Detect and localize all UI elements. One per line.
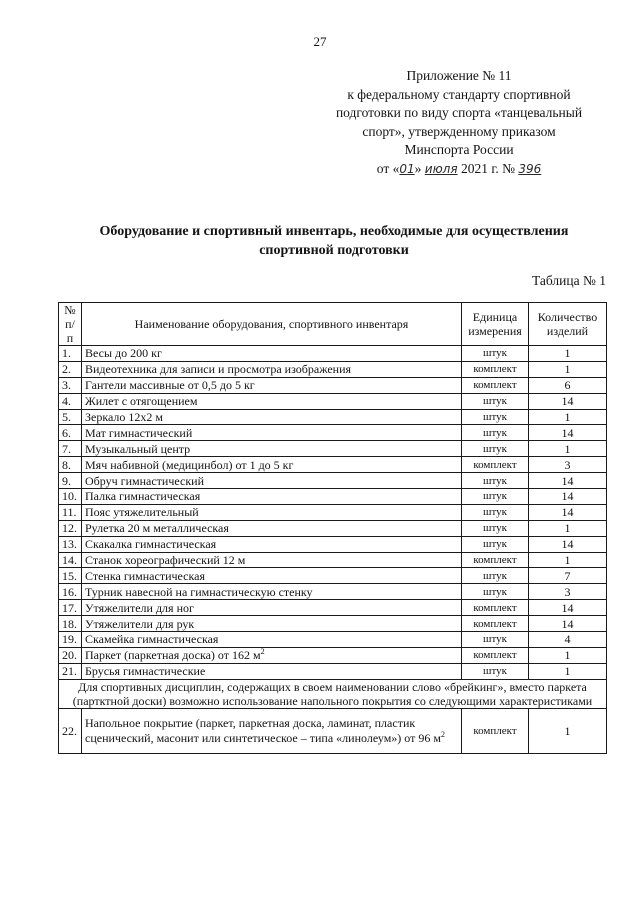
cell-unit: комплект: [462, 361, 529, 377]
unit-superscript: 2: [260, 647, 265, 657]
cell-num: 16.: [59, 584, 82, 600]
header-qty: Количество изделий: [529, 303, 607, 346]
cell-unit: комплект: [462, 708, 529, 753]
cell-name-text: Мяч набивной (медицинбол) от 1 до 5 кг: [85, 457, 294, 472]
cell-unit: штук: [462, 584, 529, 600]
cell-qty: 14: [529, 393, 607, 409]
cell-unit: штук: [462, 409, 529, 425]
cell-qty: 1: [529, 346, 607, 362]
cell-name: [82, 377, 462, 393]
table-row: [59, 536, 607, 552]
cell-qty: 1: [529, 647, 607, 663]
cell-num: 5.: [59, 409, 82, 425]
cell-qty: 14: [529, 616, 607, 632]
appendix-line: спорт», утвержденному приказом: [362, 123, 556, 139]
table-row: [59, 393, 607, 409]
date-year: 2021 г. №: [460, 160, 515, 176]
cell-name: [82, 647, 462, 663]
cell-name-text: Палка гимнастическая: [85, 489, 201, 504]
cell-num: 4.: [59, 393, 82, 409]
cell-num: 7.: [59, 441, 82, 457]
cell-name-text: Скакалка гимнастическая: [85, 537, 217, 552]
table-row: [59, 346, 607, 362]
cell-name: [82, 616, 462, 632]
cell-qty: 1: [529, 520, 607, 536]
table-row: [59, 504, 607, 520]
cell-name: [82, 409, 462, 425]
cell-unit: комплект: [462, 600, 529, 616]
cell-name-text: Турник навесной на гимнастическую стенку: [85, 584, 313, 599]
table-row: [59, 489, 607, 505]
document-title: [60, 222, 608, 260]
table-row: [59, 441, 607, 457]
unit-superscript: 2: [440, 729, 445, 739]
cell-num: 1.: [59, 346, 82, 362]
cell-unit: комплект: [462, 457, 529, 473]
table-header-row: [59, 303, 607, 346]
cell-name: [82, 584, 462, 600]
cell-num: 11.: [59, 504, 82, 520]
cell-name: [82, 489, 462, 505]
cell-unit: комплект: [462, 377, 529, 393]
table-row: [59, 647, 607, 663]
cell-unit: штук: [462, 393, 529, 409]
table-row: [59, 616, 607, 632]
table-row: [59, 552, 607, 568]
cell-qty: 3: [529, 584, 607, 600]
cell-num: 17.: [59, 600, 82, 616]
table-caption: Таблица № 1: [532, 273, 606, 288]
title-line: спортивной подготовки: [259, 243, 409, 258]
table-row: [59, 568, 607, 584]
cell-name-text: Жилет с отягощением: [85, 394, 198, 409]
cell-num: 14.: [59, 552, 82, 568]
equipment-table: [58, 302, 607, 754]
cell-num: 18.: [59, 616, 82, 632]
header-unit: Единица измерения: [462, 303, 529, 346]
cell-qty: 14: [529, 600, 607, 616]
cell-num: 15.: [59, 568, 82, 584]
table-row: [59, 632, 607, 648]
cell-qty: 1: [529, 708, 607, 753]
table-row: [59, 520, 607, 536]
cell-name: [82, 361, 462, 377]
table-row: [59, 600, 607, 616]
cell-name: [82, 708, 462, 753]
cell-num: 6.: [59, 425, 82, 441]
cell-unit: комплект: [462, 647, 529, 663]
cell-name-text: Скамейка гимнастическая: [85, 632, 219, 647]
cell-qty: 14: [529, 473, 607, 489]
cell-name-text: Брусья гимнастические: [85, 664, 206, 679]
cell-num: 20.: [59, 647, 82, 663]
table-row: [59, 457, 607, 473]
cell-qty: 1: [529, 441, 607, 457]
cell-name: [82, 457, 462, 473]
cell-num: 9.: [59, 473, 82, 489]
cell-qty: 14: [529, 489, 607, 505]
cell-unit: штук: [462, 489, 529, 505]
cell-name: [82, 393, 462, 409]
note-row: [59, 679, 607, 708]
cell-name-text: Весы до 200 кг: [85, 346, 162, 361]
cell-name-text: Мат гимнастический: [85, 425, 193, 440]
cell-name: [82, 600, 462, 616]
cell-num: 13.: [59, 536, 82, 552]
page-number: 27: [313, 34, 327, 49]
appendix-date-line: от «01» июля 2021 г. № 396: [376, 160, 542, 176]
cell-num: 10.: [59, 489, 82, 505]
cell-unit: штук: [462, 663, 529, 679]
table-row: [59, 377, 607, 393]
appendix-line: к федеральному стандарту спортивной: [347, 86, 571, 102]
cell-num: 19.: [59, 632, 82, 648]
table-row: [59, 708, 607, 753]
header-num: № п/п: [59, 303, 82, 346]
cell-name-text: Обруч гимнастический: [85, 473, 204, 488]
cell-num: 21.: [59, 663, 82, 679]
cell-num: 12.: [59, 520, 82, 536]
cell-name: [82, 632, 462, 648]
cell-name: [82, 441, 462, 457]
table-row: [59, 361, 607, 377]
cell-name: [82, 536, 462, 552]
table-row: [59, 663, 607, 679]
cell-name: [82, 568, 462, 584]
cell-qty: 14: [529, 425, 607, 441]
cell-num: 2.: [59, 361, 82, 377]
cell-name: [82, 520, 462, 536]
cell-qty: 1: [529, 361, 607, 377]
handwritten-month: июля: [424, 161, 458, 176]
table-row: [59, 425, 607, 441]
cell-name-text: Стенка гимнастическая: [85, 568, 205, 583]
handwritten-day: 01: [399, 161, 415, 176]
cell-unit: штук: [462, 520, 529, 536]
appendix-block: [318, 67, 600, 178]
cell-unit: штук: [462, 425, 529, 441]
cell-unit: штук: [462, 441, 529, 457]
cell-qty: 4: [529, 632, 607, 648]
cell-qty: 14: [529, 536, 607, 552]
cell-name-text: Зеркало 12х2 м: [85, 410, 163, 424]
title-line: Оборудование и спортивный инвентарь, необходимые для осуществления: [99, 224, 569, 239]
cell-name-text: Паркет (паркетная доска) от 162 м: [85, 648, 261, 663]
cell-unit: комплект: [462, 616, 529, 632]
cell-qty: 6: [529, 377, 607, 393]
cell-qty: 3: [529, 457, 607, 473]
table-body: [59, 346, 607, 680]
cell-name: [82, 663, 462, 679]
cell-unit: штук: [462, 632, 529, 648]
cell-num: 3.: [59, 377, 82, 393]
cell-name-text: Станок хореографический 12 м: [85, 553, 246, 568]
handwritten-order-number: 396: [518, 161, 542, 176]
appendix-line: Минспорта России: [404, 142, 514, 157]
cell-unit: штук: [462, 536, 529, 552]
cell-name-text: Пояс утяжелительный: [85, 505, 199, 520]
cell-qty: 1: [529, 409, 607, 425]
cell-qty: 7: [529, 568, 607, 584]
cell-unit: штук: [462, 504, 529, 520]
cell-name-text: Утяжелители для ног: [85, 600, 194, 615]
cell-name-text: Напольное покрытие (паркет, паркетная доска, ламинат, пластик сценический, масонит или синтетическое – типа «линолеум») от 96 м: [85, 715, 441, 745]
cell-name-text: Рулетка 20 м металлическая: [85, 521, 229, 536]
cell-name-text: Гантели массивные от 0,5 до 5 кг: [85, 378, 255, 393]
cell-name: [82, 346, 462, 362]
table-row: [59, 584, 607, 600]
cell-name-text: Музыкальный центр: [85, 441, 191, 456]
cell-qty: 1: [529, 552, 607, 568]
cell-name-text: Утяжелители для рук: [85, 616, 195, 631]
cell-unit: штук: [462, 473, 529, 489]
cell-unit: комплект: [462, 552, 529, 568]
appendix-line: подготовки по виду спорта «танцевальный: [335, 105, 583, 120]
cell-name: [82, 473, 462, 489]
cell-qty: 14: [529, 504, 607, 520]
table-row: [59, 473, 607, 489]
date-prefix: от «: [376, 160, 400, 176]
table-row: [59, 409, 607, 425]
cell-num: 22.: [59, 708, 82, 753]
cell-unit: штук: [462, 568, 529, 584]
cell-num: 8.: [59, 457, 82, 473]
note-text: Для спортивных дисциплин, содержащих в своем наименовании слово «брейкинг», вместо паркета (партктной доски) возможно использование напольного покрытия со следующими характеристиками: [59, 679, 607, 708]
cell-unit: штук: [462, 346, 529, 362]
cell-name: [82, 552, 462, 568]
cell-name: [82, 504, 462, 520]
header-name: Наименование оборудования, спортивного инвентаря: [82, 303, 462, 346]
cell-name-text: Видеотехника для записи и просмотра изображения: [85, 362, 352, 377]
cell-name: [82, 425, 462, 441]
appendix-line: Приложение № 11: [406, 68, 512, 83]
cell-qty: 1: [529, 663, 607, 679]
